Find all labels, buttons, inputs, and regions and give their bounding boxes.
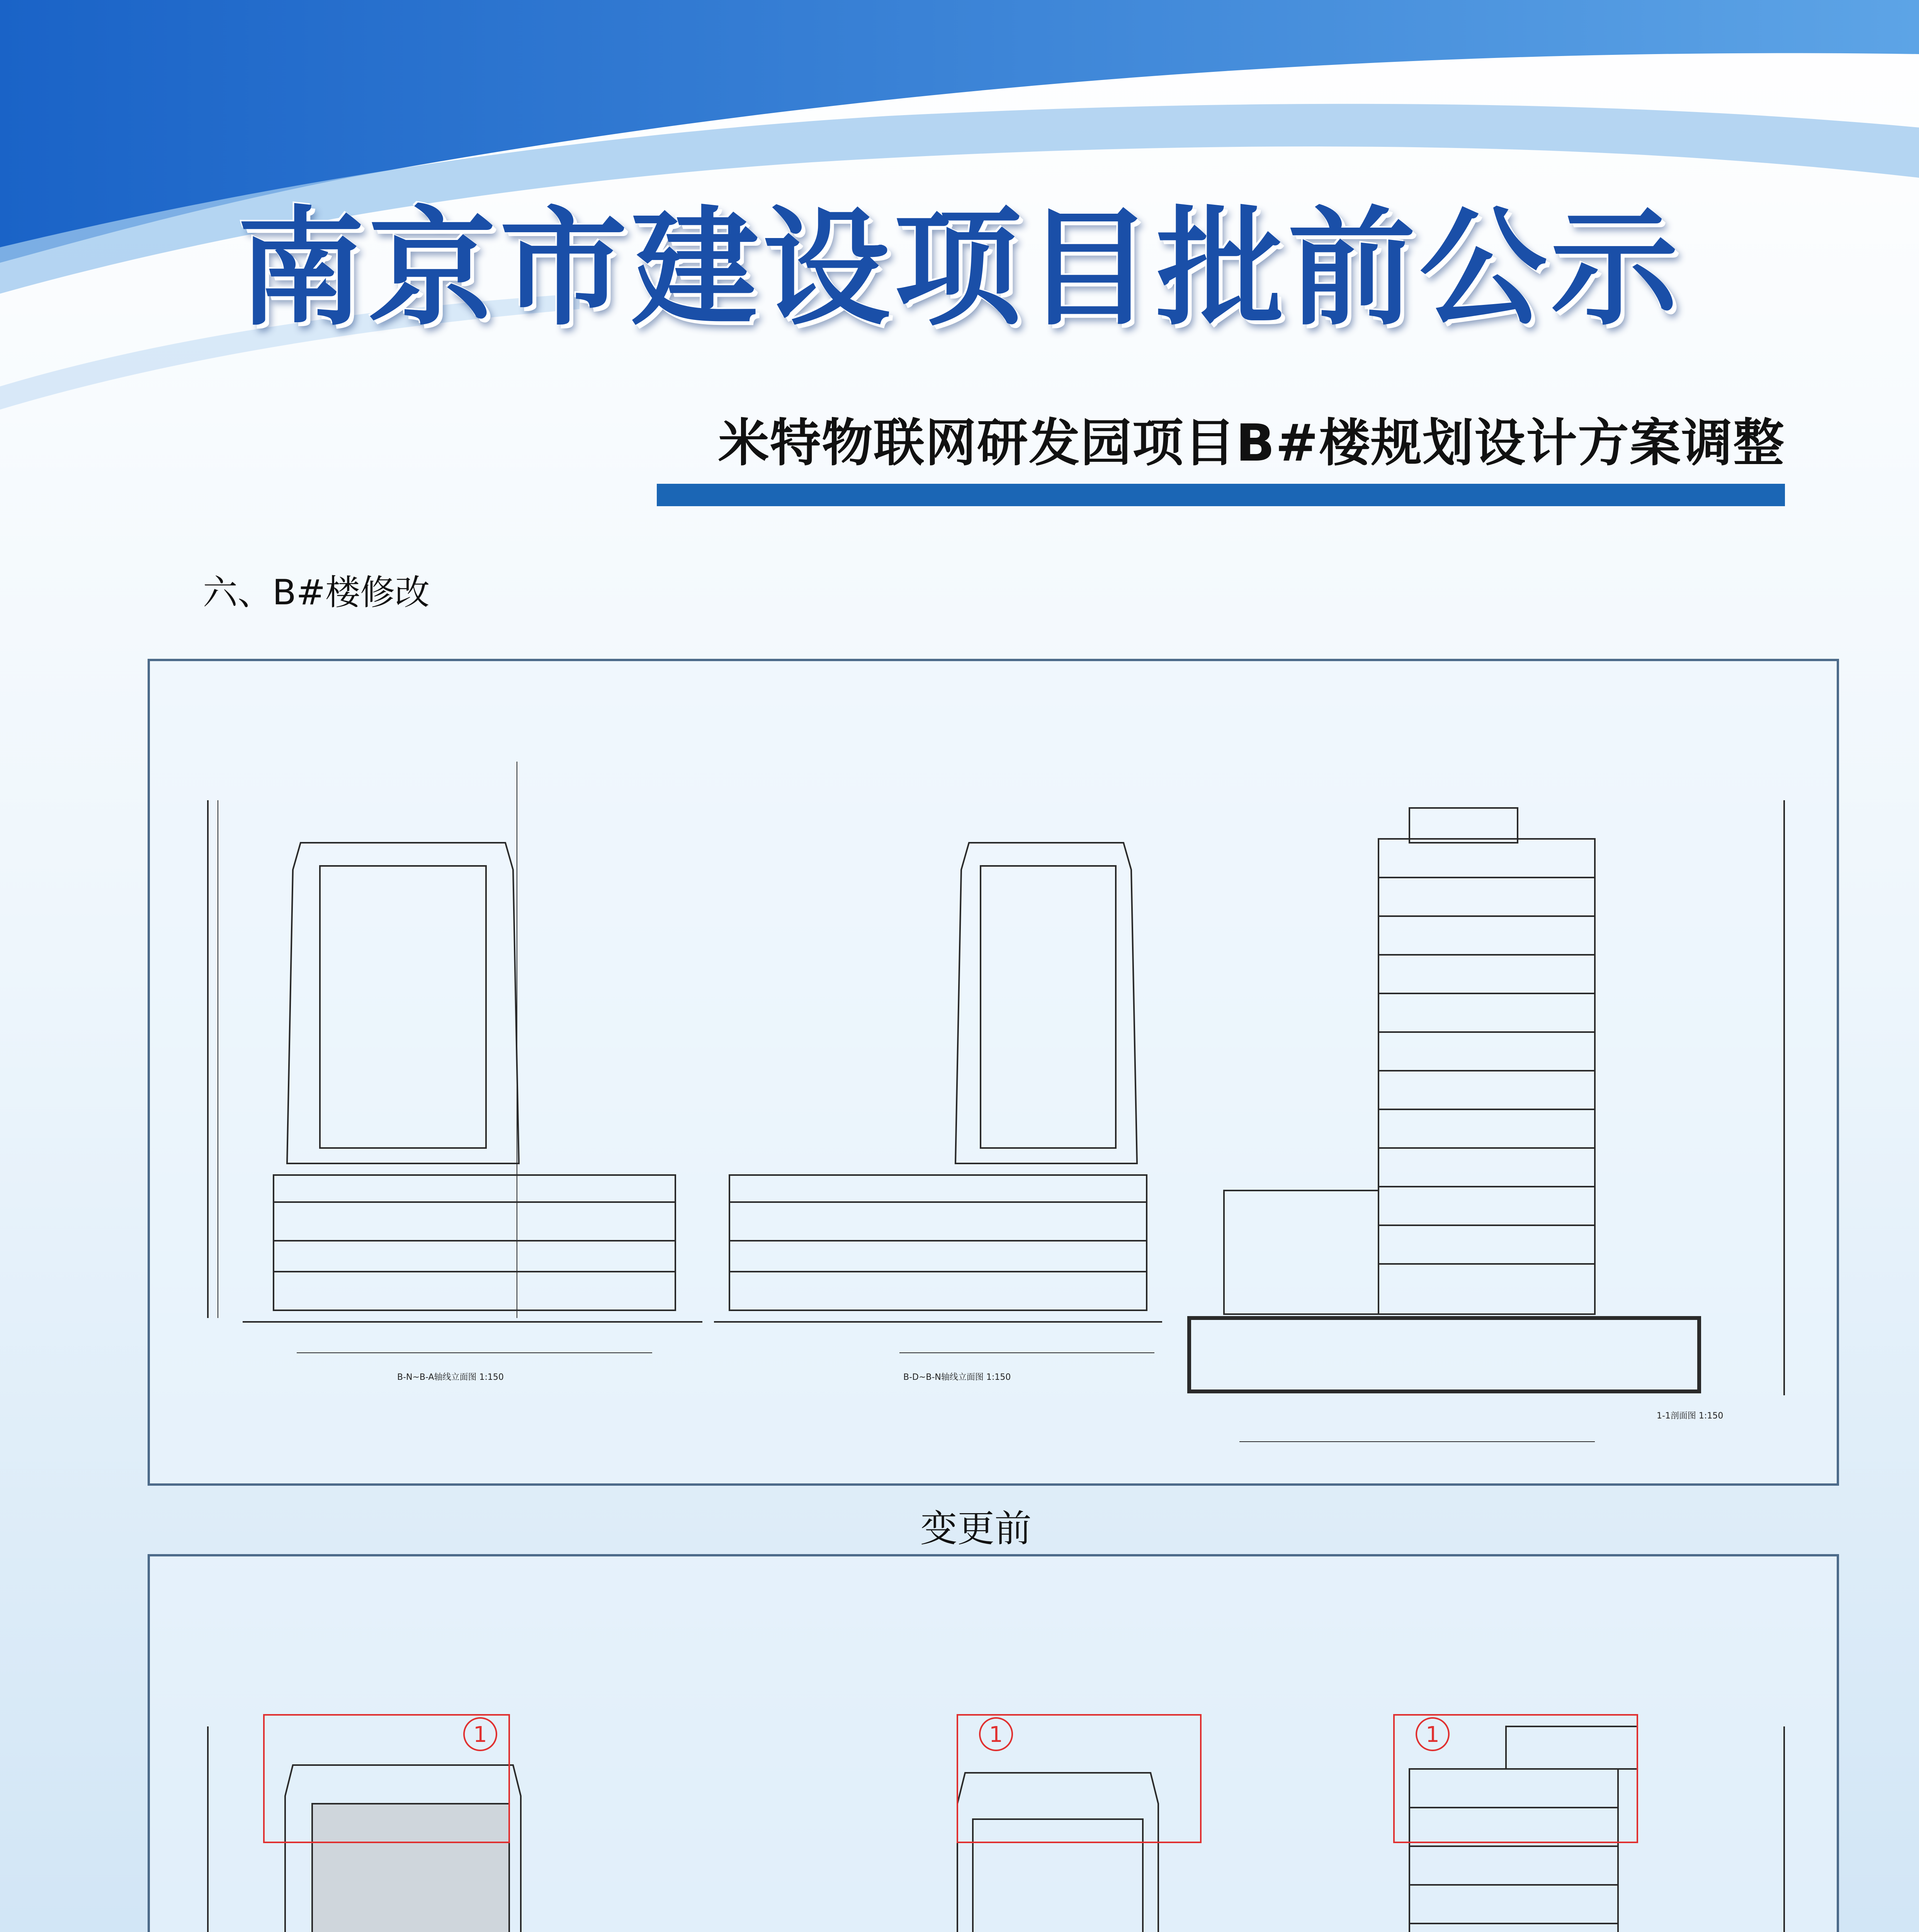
drawing-panel-after [148, 1554, 1839, 1932]
revision-mark: 1 [989, 1722, 1003, 1747]
drawing-before [150, 661, 1837, 1483]
elevation-1-after [208, 1726, 702, 1932]
elevation-2-after [714, 1773, 1170, 1932]
drawing-label: B-D~B-N轴线立面图 1:150 [903, 1372, 1011, 1382]
elevation-1-before [208, 762, 702, 1353]
drawing-label: B-N~B-A轴线立面图 1:150 [397, 1372, 504, 1382]
section-before [1189, 800, 1784, 1442]
page-title: 南京市建设项目批前公示 [237, 193, 1682, 343]
revision-mark: 1 [473, 1722, 487, 1747]
drawing-after [150, 1556, 1837, 1932]
drawing-panel-before [148, 659, 1839, 1486]
section-after [1189, 1726, 1784, 1932]
section-heading: 六、B#楼修改 [203, 572, 430, 613]
caption-before: 变更前 [920, 1507, 1032, 1550]
elevation-2-before [714, 843, 1162, 1353]
drawing-label: 1-1剖面图 1:150 [1657, 1411, 1724, 1421]
revision-mark: 1 [1426, 1722, 1440, 1747]
subtitle-underline [657, 484, 1785, 506]
project-subtitle: 米特物联网研发园项目B#楼规划设计方案调整 [718, 413, 1785, 473]
